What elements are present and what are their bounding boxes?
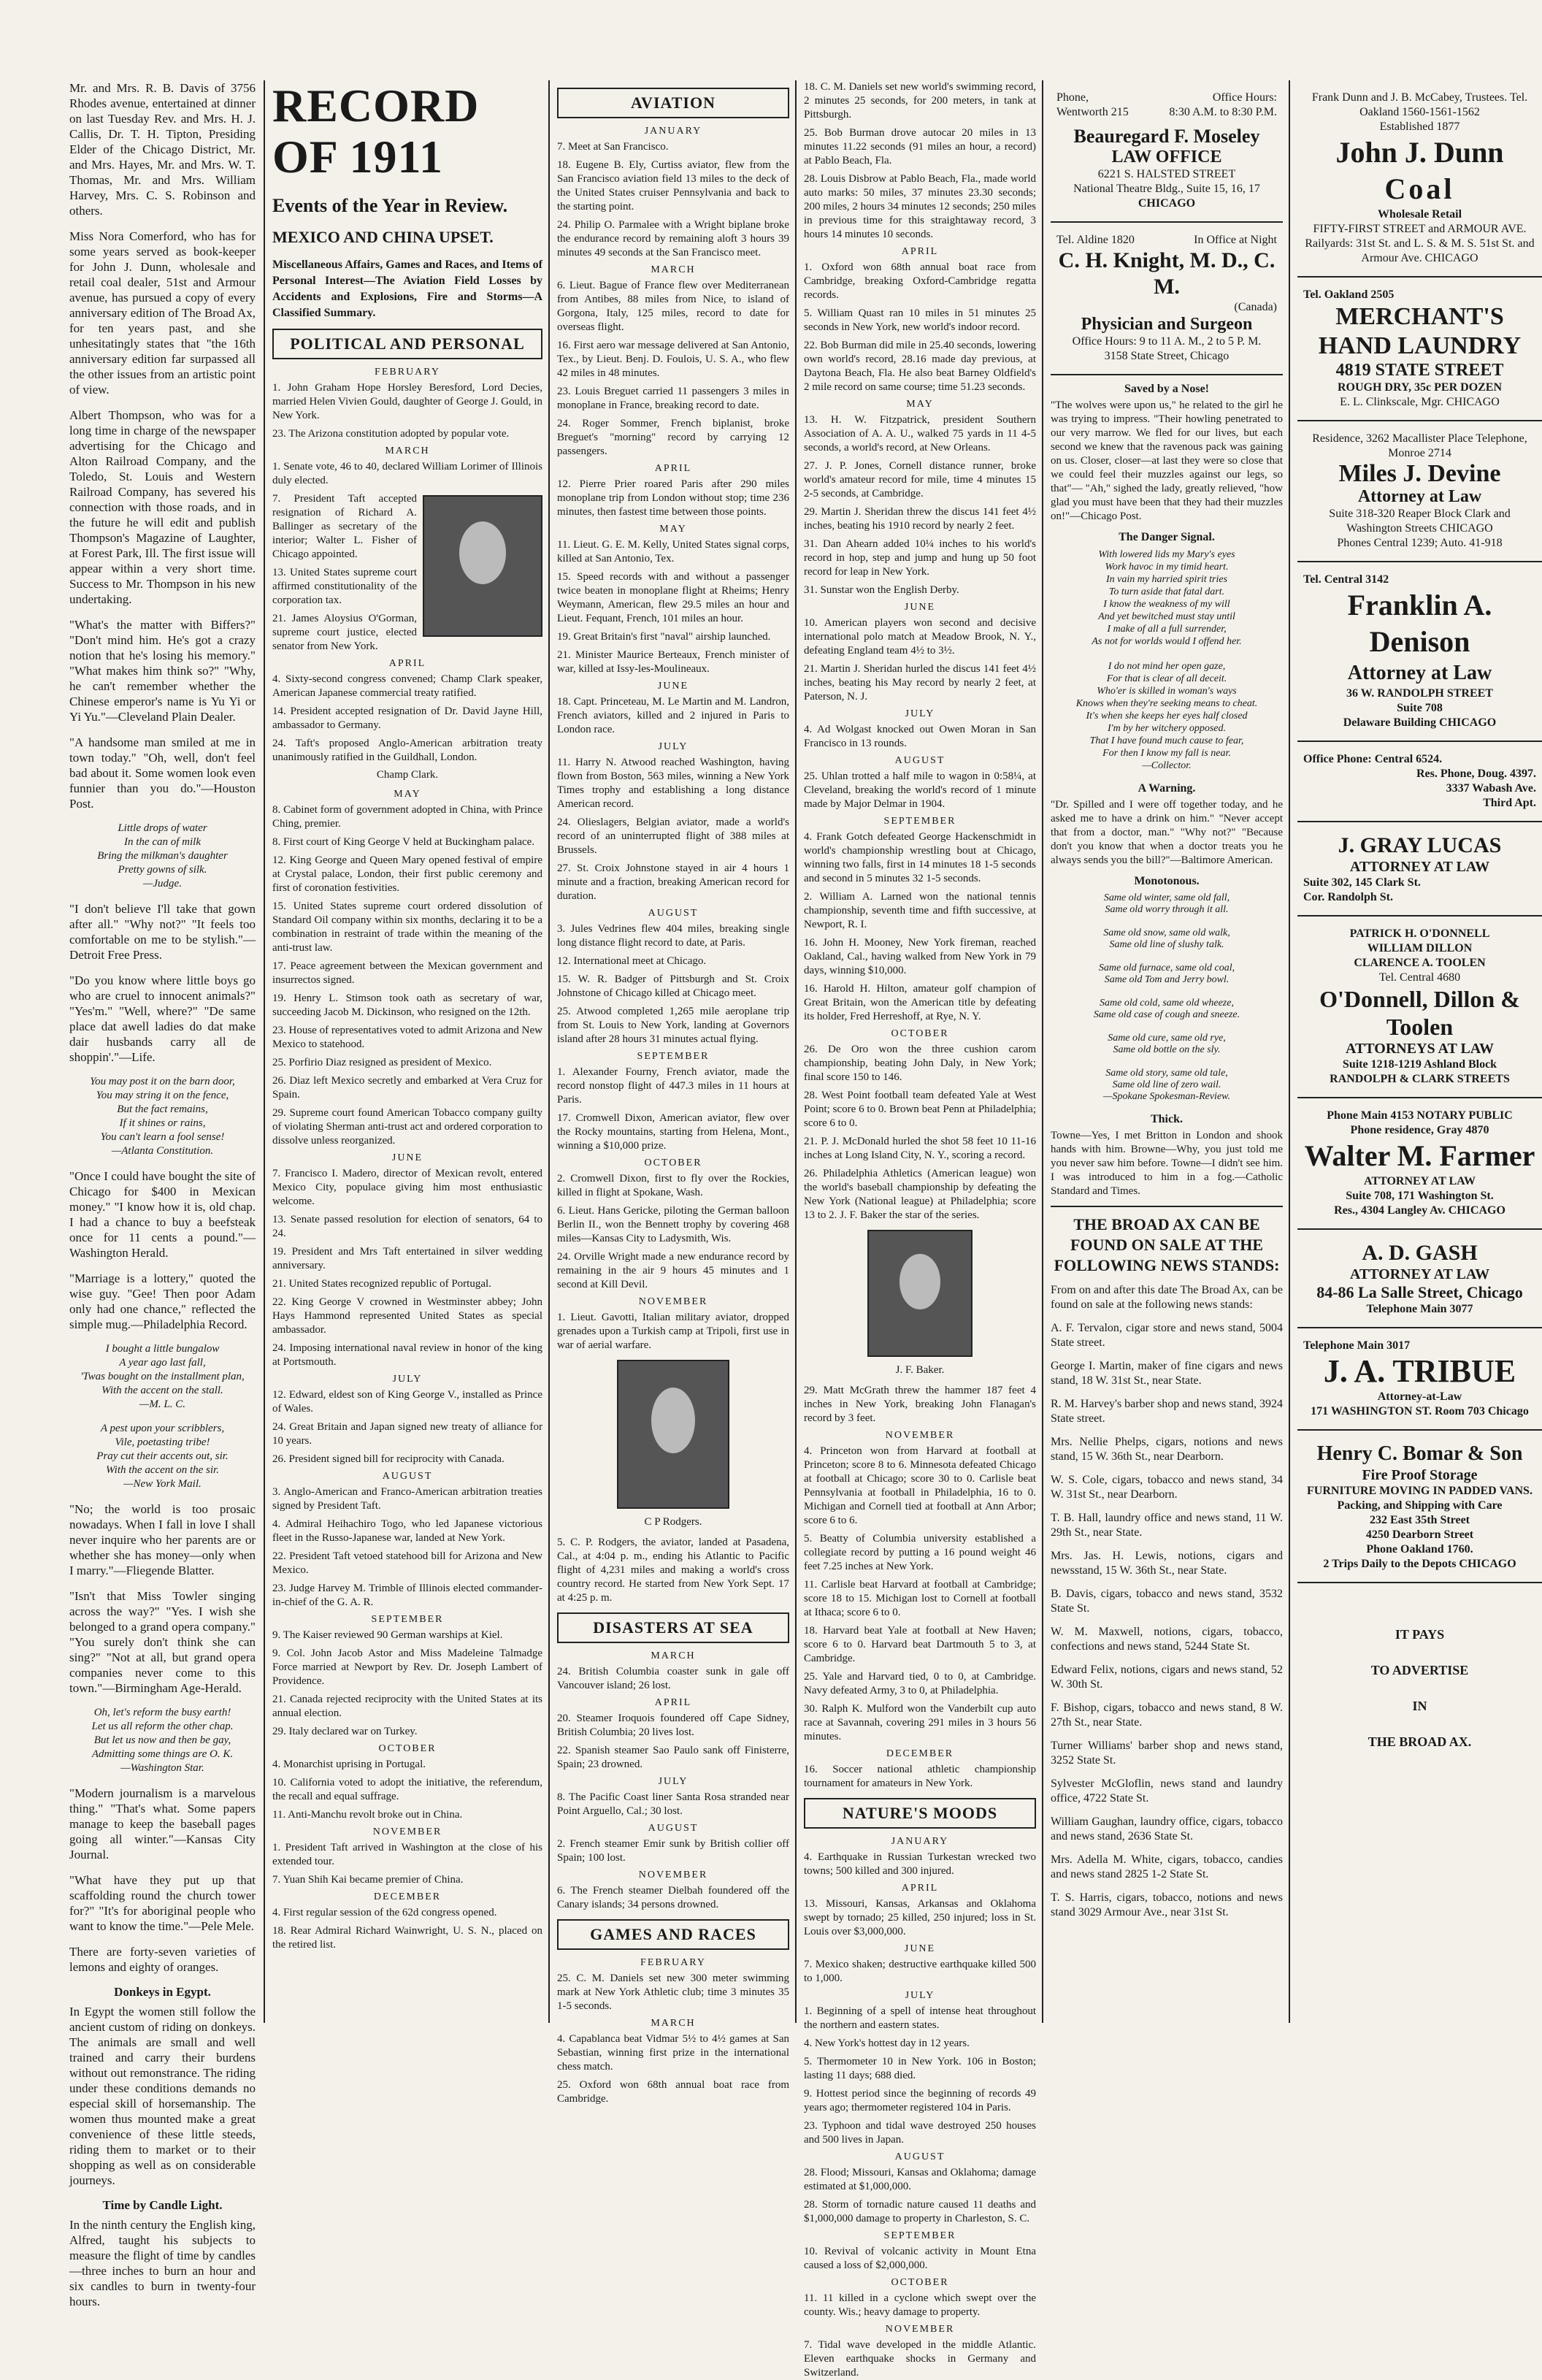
record-item: 26. President signed bill for reciprocity with Canada. <box>272 1453 505 1465</box>
ad-name: Walter M. Farmer <box>1304 1139 1535 1172</box>
record-item: 20. Steamer Iroquois foundered off Cape Sidney, British Columbia; 20 lives lost. <box>557 1713 789 1738</box>
record-item: 5. William Quast ran 10 miles in 51 minutes 25 seconds in New York, new world's indoor record. <box>804 307 1036 333</box>
section-aviation: AVIATION <box>557 88 789 118</box>
story-text: "Dr. Spilled and I were off together today, and he asked me to have a drink on him." "Never accept that from a doctor, man." "Why not?" "Because don't you know that when a doctor treats you he always sends you the bill?"—Baltimore American. <box>1051 799 1283 866</box>
paragraph: Albert Thompson, who was for a long time in charge of the newspaper advertising for the Chicago and Alton Railroad Company, and the Toledo, St. Louis and Western Railroad Company, has severed his connection with those roads, and in the future he will edit and publish Thompson's Magazine of Laughter, at Forest Park, Ill. The first issue will appear within a very short time. Success to Mr. Thompson in his new undertaking. <box>69 408 256 606</box>
record-item: 22. Spanish steamer Sao Paulo sank off Finisterre, Spain; 23 drowned. <box>557 1745 789 1770</box>
social-paragraphs <box>69 80 256 811</box>
ad-denison: Tel. Central 3142 Franklin A. Denison Attorney at Law 36 W. RANDOLPH STREET Suite 708 Delaware Building CHICAGO <box>1297 562 1542 742</box>
column-rule <box>264 80 265 2023</box>
record-item: 25. Porfirio Diaz resigned as president of Mexico. <box>272 1057 492 1068</box>
record-item: 29. Supreme court found American Tobacco company guilty of violating Sherman anti-trust act and ordered corporation to dissolve unless reorganized. <box>272 1107 542 1147</box>
record-item: 8. Cabinet form of government adopted in China, with Prince Ching, premier. <box>272 804 542 830</box>
ad-merchants-laundry: Tel. Oakland 2505 MERCHANT'S HAND LAUNDRY 4819 STATE STREET ROUGH DRY, 35c PER DOZEN E. L. Clinkscale, Mgr. CHICAGO <box>1297 278 1542 421</box>
ad-name: A. D. GASH <box>1362 1241 1478 1265</box>
record-item: 1. Beginning of a spell of intense heat throughout the northern and eastern states. <box>804 2005 1036 2031</box>
record-item: 7. President Taft accepted resignation of Richard A. Ballinger as secretary of the interior; Walter L. Fisher of Chicago appointed. <box>272 493 417 560</box>
news-stands-list <box>1051 1321 1283 1920</box>
record-item: 16. Soccer national athletic championship tournament for amateurs in New York. <box>804 1764 1036 1789</box>
record-item: 18. Eugene B. Ely, Curtiss aviator, flew from the San Francisco aviation field 13 miles to the deck of the United States cruiser Pennsylvania and back to the starting point. <box>557 159 789 213</box>
record-item: 21. James Aloysius O'Gorman, supreme court justice, elected senator from New York. <box>272 613 417 652</box>
record-item: 24. British Columbia coaster sunk in gale off Vancouver island; 26 lost. <box>557 1666 789 1691</box>
record-item: 15. Speed records with and without a passenger twice beaten in monoplane flight at Rheims; Henry Weymann, American, flew 29.5 miles an hour and Lieut. Fequant, French, 101 miles an hour. <box>557 571 789 624</box>
month-heading: JULY <box>658 1776 688 1787</box>
record-item: 26. Philadelphia Athletics (American league) won the world's baseball championship by defeating the New York (National league) at Philadelphia; score 13 to 2. J. F. Baker the star of the series. <box>804 1168 1036 1221</box>
column-rule <box>795 80 797 2023</box>
record-item: 9. The Kaiser reviewed 90 German warships at Kiel. <box>272 1629 503 1641</box>
record-item: 12. King George and Queen Mary opened festival of empire at Crystal palace, London, their first public ceremony and first of coronation festivities. <box>272 854 542 894</box>
ad-dunn-coal: Frank Dunn and J. B. McCabey, Trustees. Tel. Oakland 1560-1561-1562 Established 1877 John J. Dunn Coal Wholesale Retail FIFTY-FIRST STREET and ARMOUR AVE. Railyards: 31st St. and L. S. & M. S. 51st St. and Armour Ave. CHICAGO <box>1297 80 1542 278</box>
month-heading: JUNE <box>904 602 936 613</box>
advertise-line: IN <box>1412 1699 1427 1713</box>
ad-odonnell: PATRICK H. O'DONNELL WILLIAM DILLON CLARENCE A. TOOLEN Tel. Central 4680 O'Donnell, Dillon & Toolen ATTORNEYS AT LAW Suite 1218-1219 Ashland Block RANDOLPH & CLARK STREETS <box>1297 917 1542 1098</box>
paragraph: "No; the world is too prosaic nowadays. When I fall in love I shall never inquire who her parents are or whether she has money—only when I marry."—Fliegende Blatter. <box>69 1502 256 1577</box>
news-stand-entry: W. M. Maxwell, notions, cigars, tobacco, confections and news stand, 5244 State St. <box>1051 1626 1283 1653</box>
it-pays-to-advertise <box>1297 1627 1542 1750</box>
month-heading: AUGUST <box>382 1471 433 1482</box>
joke-paragraphs <box>69 901 256 1065</box>
news-stand-entry: B. Davis, cigars, tobacco and news stand, 3532 State St. <box>1051 1588 1283 1615</box>
record-item: 8. First court of King George V held at Buckingham palace. <box>272 836 535 848</box>
month-heading: JUNE <box>904 1943 936 1954</box>
joke-paragraphs-2 <box>69 1168 256 1332</box>
section-natures-moods: NATURE'S MOODS <box>804 1798 1036 1829</box>
record-subtitle: Events of the Year in Review. <box>272 195 508 216</box>
paragraph: "A handsome man smiled at me in town today." "Oh, well, don't feel bad about it. Some women look even funnier than you do."—Houston Post. <box>69 735 256 811</box>
paragraph: "Isn't that Miss Towler singing across the way?" "Yes. I wish she belonged to a grand opera company." "You surely don't think she can sing?" "Not at all, but grand opera companies never come to this town."—Birmingham Age-Herald. <box>69 1589 256 1695</box>
ad-tribue: Telephone Main 3017 J. A. TRIBUE Attorney-at-Law 171 WASHINGTON ST. Room 703 Chicago <box>1297 1328 1542 1431</box>
month-heading: MARCH <box>651 264 696 275</box>
column-1 <box>69 80 256 2308</box>
news-stands-intro: From on and after this date The Broad Ax, can be found on sale at the following news stands: <box>1051 1284 1283 1311</box>
record-item: 15. W. R. Badger of Pittsburgh and St. Croix Johnstone of Chicago killed at Chicago meet. <box>557 973 789 999</box>
ad-name: Franklin A. Denison <box>1347 589 1492 658</box>
story-text: Towne—Yes, I met Britton in London and shook hands with him. Browne—Why, you just told me you never saw him before. Towne—I didn't see him. I was introduced to him in a fog.—Catholic Standard and Times. <box>1051 1130 1283 1197</box>
paragraph: "I don't believe I'll take that gown after all." "Why not?" "It feels too comfortable on me to be stylish."—Detroit Free Press. <box>69 902 256 962</box>
record-item: 4. Admiral Heihachiro Togo, who led Japanese victorious fleet in the Russo-Japanese war, landed at New York. <box>272 1518 542 1544</box>
month-heading: MAY <box>906 399 934 410</box>
paragraph: There are forty-seven varieties of lemons and eighty of oranges. <box>69 1945 256 1974</box>
month-heading: SEPTEMBER <box>883 816 956 827</box>
month-heading: JULY <box>905 708 935 719</box>
record-item: 11. Harry N. Atwood reached Washington, having flown from Boston, 563 miles, winning a New York Times trophy and establishing a long distance American record. <box>557 757 789 810</box>
poem-reform: Oh, let's reform the busy earth! Let us all reform the other chap. But let us now and then be gay, Admitting some things are O. K. —Washington Star. <box>91 1707 234 1774</box>
donkeys-text: In Egypt the women still follow the ancient custom of riding on donkeys. The animals are small and well trained and carry their burdens without out remonstrance. The riding under these conditions demands no especial skill of horsemanship. The women thus mounted make a great convenience of these little steeds, riding them to market or to their shopping as well as on considerable journeys. <box>69 2005 256 2187</box>
record-item: 1. President Taft arrived in Washington at the close of his extended tour. <box>272 1842 542 1867</box>
record-item: 4. Princeton won from Harvard at football at Princeton; score 8 to 6. Minnesota defeated Chicago at football at Chicago; score 30 to 0. Carlisle beat Pennsylvania at football in Philadelphia, 16 to 0. Michigan and Cornell tied at football at Ann Arbor; score 6 to 6. <box>804 1445 1036 1526</box>
disaster-items <box>557 1650 789 1912</box>
record-item: 12. Pierre Prier roared Paris after 290 miles monoplane trip from London without stop; time 236 minutes, then fastest time between those points. <box>557 478 789 518</box>
record-item: 24. Philip O. Parmalee with a Wright biplane broke the endurance record by remaining aloft 3 hours 39 minutes 49 seconds at the San Francisco meet. <box>557 219 789 259</box>
record-item: 18. Harvard beat Yale at football at New Haven; score 6 to 0. Harvard beat Dartmouth 5 to 3, at Cambridge. <box>804 1625 1036 1664</box>
section-political-personal: POLITICAL AND PERSONAL <box>272 329 542 359</box>
news-stand-entry: Mrs. Adella M. White, cigars, tobacco, candies and news stand 2825 1-2 State St. <box>1051 1853 1283 1880</box>
poem-scribblers: A pest upon your scribblers, Vile, poetasting tribe! Pray cut their accents out, sir. With the accent on the sir. —New York Mail. <box>96 1423 229 1490</box>
month-heading: JULY <box>905 1990 935 2001</box>
ad-farmer: Phone Main 4153 NOTARY PUBLIC Phone residence, Gray 4870 Walter M. Farmer ATTORNEY AT LAW Suite 708, 171 Washington St. Res., 4304 Langley Av. CHICAGO <box>1297 1098 1542 1230</box>
record-item: 23. Louis Breguet carried 11 passengers 3 miles in monoplane in France, breaking record to date. <box>557 386 789 411</box>
record-item: 6. The French steamer Dielbah foundered off the Canary islands; 34 persons drowned. <box>557 1885 789 1910</box>
record-item: 16. First aero war message delivered at San Antonio, Tex., by Lieut. Benj. D. Foulois, U. S. A., who flew 42 miles in 48 minutes. <box>557 340 789 379</box>
month-heading: NOVEMBER <box>885 1430 955 1441</box>
advertise-line: TO ADVERTISE <box>1370 1663 1469 1677</box>
baker-photo <box>867 1230 973 1357</box>
record-item: 10. California voted to adopt the initiative, the referendum, the recall and equal suffrage. <box>272 1777 542 1802</box>
record-item: 25. C. M. Daniels set new 300 meter swimming mark at New York Athletic club; time 3 minutes 35 1-5 seconds. <box>557 1973 789 2012</box>
photo-caption: C P Rodgers. <box>644 1516 702 1528</box>
sports-items <box>804 80 1036 1791</box>
ad-name: C. H. Knight, M. D., C. M. <box>1058 248 1276 299</box>
column-rule <box>1042 80 1043 2023</box>
record-item: 29. Matt McGrath threw the hammer 187 feet 4 inches in New York, breaking John Flanagan's record by 3 feet. <box>804 1385 1036 1424</box>
news-stand-entry: T. S. Harris, cigars, tobacco, notions and news stand 3029 Armour Ave., near 31st St. <box>1051 1891 1283 1918</box>
month-heading: OCTOBER <box>891 1028 949 1039</box>
story-heading: Thick. <box>1150 1113 1183 1125</box>
record-item: 2. Cromwell Dixon, first to fly over the Rockies, killed in flight at Spokane, Wash. <box>557 1173 789 1198</box>
record-item: 29. Italy declared war on Turkey. <box>272 1726 418 1737</box>
record-item: 23. The Arizona constitution adopted by popular vote. <box>272 428 510 440</box>
political-items-2 <box>272 492 542 1952</box>
ad-bomar: Henry C. Bomar & Son Fire Proof Storage FURNITURE MOVING IN PADDED VANS. Packing, and Shipping with Care 232 East 35th Street 4250 Dearborn Street Phone Oakland 1760. 2 Trips Daily to the Depots CHICAGO <box>1297 1431 1542 1583</box>
record-item: 19. President and Mrs Taft entertained in silver wedding anniversary. <box>272 1246 542 1271</box>
record-item: 9. Hottest period since the beginning of records 49 years ago; thermometer registered 104 in Paris. <box>804 2088 1036 2113</box>
record-item: 9. Col. John Jacob Astor and Miss Madeleine Talmadge Force married at Newport by Rev. Dr. Joseph Lambert of Providence. <box>272 1648 542 1687</box>
news-stand-entry: William Gaughan, laundry office, cigars, tobacco and news stand, 2636 State St. <box>1051 1815 1283 1843</box>
column-5 <box>1051 80 1283 2023</box>
candle-text: In the ninth century the English king, Alfred, taught his subjects to measure the flight of time by candles—three inches to burn an hour and six candles to burn in twenty-four hours. <box>69 2218 256 2308</box>
record-item: 14. President accepted resignation of Dr. David Jayne Hill, ambassador to Germany. <box>272 705 542 731</box>
record-item: 22. King George V crowned in Westminster abbey; John Hays Hammond represented United States as special ambassador. <box>272 1296 542 1336</box>
section-games: GAMES AND RACES <box>557 1919 789 1950</box>
photo-caption: Champ Clark. <box>376 769 439 781</box>
record-item: 13. Missouri, Kansas, Arkansas and Oklahoma swept by tornado; 25 killed, 250 injured; loss in St. Louis over $3,000,000. <box>804 1898 1036 1937</box>
record-item: 4. Ad Wolgast knocked out Owen Moran in San Francisco in 13 rounds. <box>804 724 1036 749</box>
record-item: 19. Henry L. Stimson took oath as secretary of war, succeeding Jacob M. Dickinson, who resigned on the 12th. <box>272 992 542 1018</box>
month-heading: SEPTEMBER <box>883 2230 956 2241</box>
month-heading: AUGUST <box>894 2151 945 2162</box>
month-heading: SEPTEMBER <box>637 1051 710 1062</box>
record-item: 25. Oxford won 68th annual boat race from Cambridge. <box>557 2079 789 2105</box>
month-heading: NOVEMBER <box>372 1826 442 1837</box>
news-stand-entry: George I. Martin, maker of fine cigars and news stand, 18 W. 31st St., near State. <box>1051 1360 1283 1387</box>
record-item: 31. Sunstar won the English Derby. <box>804 584 959 596</box>
column-3 <box>557 80 789 2105</box>
news-stand-entry: Sylvester McGloflin, news stand and laundry office, 4722 State St. <box>1051 1778 1283 1805</box>
month-heading: MAY <box>394 789 421 800</box>
news-stand-entry: T. B. Hall, laundry office and news stand, 11 W. 29th St., near State. <box>1051 1512 1283 1539</box>
record-item: 6. Lieut. Hans Gericke, piloting the German balloon Berlin II., won the Bennett trophy by covering 468 miles—Kansas City to Ladysmith, Wis. <box>557 1205 789 1244</box>
column-4 <box>804 80 1036 2379</box>
month-heading: JULY <box>392 1374 423 1385</box>
candle-heading: Time by Candle Light. <box>102 2198 223 2212</box>
record-item: 16. Harold H. Hilton, amateur golf champion of Great Britain, won the American title by defeating its holder, Fred Herreshoff, at Rye, N. Y. <box>804 983 1036 1022</box>
paragraph: "Do you know where little boys go who are cruel to innocent animals?" "Yes'm." "Well, where?" "De same place dat awell ladies do dat make dair husbands carry all de shoppin'."—Life. <box>69 973 256 1064</box>
month-heading: OCTOBER <box>644 1158 702 1168</box>
month-heading: APRIL <box>388 658 426 669</box>
month-heading: DECEMBER <box>886 1748 954 1759</box>
ad-name: J. GRAY LUCAS <box>1338 833 1502 857</box>
record-item: 10. Revival of volcanic activity in Mount Etna caused a loss of $2,000,000. <box>804 2246 1036 2271</box>
record-item: 4. Monarchist uprising in Portugal. <box>272 1759 426 1770</box>
record-item: 15. United States supreme court ordered dissolution of Standard Oil company within six months, declaring it to be a combination in restraint of trade within the meaning of the anti-trust law. <box>272 900 542 954</box>
record-item: 11. Lieut. G. E. M. Kelly, United States signal corps, killed at San Antonio, Tex. <box>557 539 789 565</box>
poem-text: With lowered lids my Mary's eyes Work havoc in my timid heart. In vain my harried spirit tries To turn aside that fatal dart. I know the weakness of my will And yet bewitched must stay until I make of all a full surrender, As not for worlds would I offend her. I do not mind her open gaze, For that is clear of all deceit. Who'er is skilled in woman's ways Knows when they're seeking means to cheat. It's when she keeps her eyes half closed I'm by her witchery opposed. That I have found much cause to fear, For then I know my fall is near. —Collector. <box>1075 549 1258 771</box>
record-deck: Miscellaneous Affairs, Games and Races, and Items of Personal Interest—The Aviation Field Losses by Accidents and Explosions, Fire and Storms—A Classified Summary. <box>272 259 542 319</box>
record-item: 22. Bob Burman did mile in 25.40 seconds, lowering own world's record, 28.16 made day previous, at Daytona Beach, Fla. He also beat Barney Oldfield's 2 mile record on same course; time 51.23 seconds. <box>804 340 1036 393</box>
record-item: 18. Capt. Princeteau, M. Le Martin and M. Landron, French aviators, killed and 2 injured in Paris to London race. <box>557 696 789 735</box>
month-heading: JANUARY <box>891 1836 949 1847</box>
paragraph: Miss Nora Comerford, who has for some years served as book-keeper for John J. Dunn, wholesale and retail coal dealer, 51st and Armour avenue, has pursued a copy of every anniversary edition of The Broad Ax, for ten years past, and she unhesitatingly states that "the 16th anniversary edition far surpassed all the other issues from an artistic point of view. <box>69 229 256 397</box>
month-heading: NOVEMBER <box>638 1870 708 1880</box>
record-item: 7. Meet at San Francisco. <box>557 141 669 153</box>
news-stand-entry: Edward Felix, notions, cigars and news stand, 52 W. 30th St. <box>1051 1664 1283 1691</box>
record-item: 3. Jules Vedrines flew 404 miles, breaking single long distance flight record to date, at Paris. <box>557 923 789 949</box>
record-item: 24. Orville Wright made a new endurance record by remaining in the air 9 hours 45 minutes and 1 second at Kill Devil. <box>557 1251 789 1290</box>
record-item: 19. Great Britain's first "naval" airship launched. <box>557 631 771 643</box>
record-item: 24. Olieslagers, Belgian aviator, made a world's record of an uninterrupted flight of 388 miles at Brussels. <box>557 816 789 856</box>
record-item: 30. Ralph K. Mulford won the Vanderbilt cup auto race at Savannah, covering 291 miles in 3 hours 56 minutes. <box>804 1703 1036 1742</box>
joke-paragraphs-4 <box>69 1786 256 1975</box>
record-item: 11. Carlisle beat Harvard at football at Cambridge; score 18 to 15. Michigan lost to Cornell at football at Ithaca; score 6 to 0. <box>804 1579 1036 1618</box>
nature-items <box>804 1836 1036 2380</box>
record-item: 28. West Point football team defeated Yale at West Point; score 6 to 0. Brown beat Penn at Philadelphia; score 6 to 0. <box>804 1090 1036 1129</box>
month-heading: MAY <box>659 524 687 535</box>
record-item: 21. Canada rejected reciprocity with the United States at its annual election. <box>272 1694 542 1719</box>
record-item: 4. Earthquake in Russian Turkestan wrecked two towns; 500 killed and 300 injured. <box>804 1851 1036 1877</box>
month-heading: JANUARY <box>644 126 702 137</box>
champ-clark-photo <box>423 495 542 637</box>
ad-name: MERCHANT'S HAND LAUNDRY <box>1318 303 1522 359</box>
month-heading: OCTOBER <box>378 1743 437 1754</box>
aviation-items <box>557 126 789 1605</box>
record-item: 17. Cromwell Dixon, American aviator, flew over the Rocky mountains, starting from Helena, Mont., winning a $10,000 prize. <box>557 1112 789 1152</box>
record-item: 28. Louis Disbrow at Pablo Beach, Fla., made world auto marks: 50 miles, 37 minutes 23.30 seconds; 200 miles, 2 hours 34 minutes 12 seconds; 250 miles in previous time for this straightaway record, 3 hours 14 minutes 10 seconds. <box>804 173 1036 240</box>
record-item: 27. J. P. Jones, Cornell distance runner, broke world's amateur record for mile, time 4 minutes 15 2-5 seconds, at Cambridge. <box>804 460 1036 500</box>
news-stands-notice: THE BROAD AX CAN BE FOUND ON SALE AT THE FOLLOWING NEWS STANDS: <box>1054 1215 1280 1274</box>
month-heading: APRIL <box>654 463 692 474</box>
record-item: 13. United States supreme court affirmed constitutionality of the corporation tax. <box>272 567 417 606</box>
paragraph: Mr. and Mrs. R. B. Davis of 3756 Rhodes avenue, entertained at dinner on last Tuesday Rev. and Mrs. H. J. Callis, Dr. T. H. Tipton, Presiding Elder of the Chicago District, Mr. and Mrs. Hayes, Mr. and Mrs. W. T. Thomas, Mr. and Mrs. William Harvey, Mrs. C. S. Robinson and others. <box>69 81 256 218</box>
record-item: 23. Typhoon and tidal wave destroyed 250 houses and 500 lives in Japan. <box>804 2120 1036 2146</box>
month-heading: APRIL <box>654 1697 692 1708</box>
month-heading: NOVEMBER <box>885 2324 955 2335</box>
record-item: 10. American players won second and decisive international polo match at Meadow Brook, N. Y., defeating England team 4½ to 3½. <box>804 617 1036 657</box>
month-heading: MARCH <box>385 445 430 456</box>
record-item: 25. Uhlan trotted a half mile to wagon in 0:58¼, at Cleveland, breaking the world's record of 1 minute made by Major Delmar in 1904. <box>804 770 1036 810</box>
record-item: 25. Yale and Harvard tied, 0 to 0, at Cambridge. Navy defeated Army, 3 to 0, at Philadelphia. <box>804 1671 1036 1696</box>
record-item: 28. Flood; Missouri, Kansas and Oklahoma; damage estimated at $1,000,000. <box>804 2167 1036 2192</box>
record-item: 27. St. Croix Johnstone stayed in air 4 hours 1 minute and a fraction, breaking American record for duration. <box>557 862 789 902</box>
rodgers-photo <box>617 1360 729 1509</box>
record-item: 23. House of representatives voted to admit Arizona and New Mexico to statehood. <box>272 1025 542 1050</box>
ad-name: Beauregard F. Moseley <box>1073 126 1260 147</box>
record-item: 8. The Pacific Coast liner Santa Rosa stranded near Point Arguello, Cal.; 30 lost. <box>557 1791 789 1817</box>
record-item: 4. Sixty-second congress convened; Champ Clark speaker, American Japanese commercial treaty ratified. <box>272 673 542 699</box>
month-heading: APRIL <box>901 246 939 257</box>
month-heading: NOVEMBER <box>638 1296 708 1307</box>
record-item: 26. Diaz left Mexico secretly and embarked at Vera Cruz for Spain. <box>272 1075 542 1101</box>
record-item: 12. Edward, eldest son of King George V., installed as Prince of Wales. <box>272 1389 542 1415</box>
story-heading: A Warning. <box>1138 782 1196 795</box>
record-item: 5. Thermometer 10 in New York. 106 in Boston; lasting 11 days; 688 died. <box>804 2056 1036 2081</box>
record-item: 1. John Graham Hope Horsley Beresford, Lord Decies, married Helen Vivien Gould, daughter of George J. Gould, in New York. <box>272 382 542 421</box>
month-heading: OCTOBER <box>891 2277 949 2288</box>
record-item: 4. New York's hottest day in 12 years. <box>804 2037 970 2049</box>
month-heading: APRIL <box>901 1883 939 1894</box>
paragraph: "What's the matter with Biffers?" "Don't mind him. He's got a crazy notion that he's losing his memory." "What makes him think so?" "Why, he can't remember whether the Chinese emperor's name is Yu Yi or Yi Yu."—Cleveland Plain Dealer. <box>69 618 256 724</box>
record-item: 2. French steamer Emir sunk by British collier off Spain; 100 lost. <box>557 1838 789 1864</box>
record-item: 21. United States recognized republic of Portugal. <box>272 1278 491 1290</box>
advertise-line: IT PAYS <box>1395 1627 1445 1642</box>
month-heading: SEPTEMBER <box>371 1614 444 1625</box>
poem-milk: Little drops of water In the can of milk Bring the milkman's daughter Pretty gowns of silk. —Judge. <box>97 822 228 889</box>
record-item: 29. Martin J. Sheridan threw the discus 141 feet 4½ inches, beating his 1910 record by nearly 2 feet. <box>804 506 1036 532</box>
record-item: 13. H. W. Fitzpatrick, president Southern Association of A. A. U., walked 75 yards in 11 4-5 seconds, a world's record, at New Orleans. <box>804 414 1036 454</box>
month-heading: JUNE <box>391 1152 423 1163</box>
ad-name: J. A. TRIBUE <box>1323 1353 1516 1389</box>
ad-office-phone: Office Phone: Central 6524. Res. Phone, Doug. 4397. 3337 Wabash Ave. Third Apt. <box>1297 742 1542 822</box>
column-2 <box>272 80 542 2023</box>
month-heading: AUGUST <box>648 908 699 919</box>
record-subtitle-2: MEXICO AND CHINA UPSET. <box>272 228 494 246</box>
record-item: 21. Minister Maurice Berteaux, French minister of war, killed at Issy-les-Moulineaux. <box>557 649 789 675</box>
poem-fool-sense: You may post it on the barn door, You may string it on the fence, But the fact remains, If it shines or rains, You can't learn a fool sense! —Atlanta Constitution. <box>90 1076 235 1157</box>
record-item: 18. C. M. Daniels set new world's swimming record, 2 minutes 25 seconds, for 200 meters, in tank at Pittsburgh. <box>804 81 1036 120</box>
record-item: 28. Storm of tornadic nature caused 11 deaths and $1,000,000 damage to property in Charleston, S. C. <box>804 2199 1036 2224</box>
ad-name: O'Donnell, Dillon & Toolen <box>1319 986 1520 1040</box>
month-heading: AUGUST <box>648 1823 699 1834</box>
record-title: RECORD OF 1911 <box>272 80 480 183</box>
news-stand-entry: Turner Williams' barber shop and news stand, 3252 State St. <box>1051 1740 1283 1767</box>
record-item: 1. Oxford won 68th annual boat race from Cambridge, breaking Oxford-Cambridge regatta records. <box>804 261 1036 301</box>
political-items <box>272 367 542 488</box>
news-stand-entry: Mrs. Nellie Phelps, cigars, notions and news stand, 15 W. 36th St., near Dearborn. <box>1051 1436 1283 1463</box>
record-item: 1. Senate vote, 46 to 40, declared William Lorimer of Illinois duly elected. <box>272 461 542 486</box>
record-item: 2. William A. Larned won the national tennis championship, seventh time and fifth successive, at Newport, R. I. <box>804 891 1036 930</box>
record-item: 12. International meet at Chicago. <box>557 955 707 967</box>
record-item: 5. C. P. Rodgers, the aviator, landed at Pasadena, Cal., at 4:04 p. m., ending his Atlantic to Pacific flight of 4,231 miles and making a world's cross country record. He started from New York Sept. 17 at 4:25 p. m. <box>557 1537 789 1604</box>
photo-caption: J. F. Baker. <box>895 1364 945 1376</box>
poem-heading: Monotonous. <box>1134 875 1200 887</box>
record-item: 25. Atwood completed 1,265 mile aeroplane trip from St. Louis to New York, landing at Governors island after 28 hours 31 minutes actual flying. <box>557 1006 789 1045</box>
poem-bungalow: I bought a little bungalow A year ago last fall, 'Twas bought on the installment plan, With the accent on the stall. —M. L. C. <box>80 1343 245 1410</box>
record-item: 6. Lieut. Bague of France flew over Mediterranean from Antibes, 88 miles from Nice, to island of Gorgona, Italy, 125 miles, record to date for overseas flight. <box>557 280 789 333</box>
ad-name: Miles J. Devine <box>1338 460 1501 487</box>
news-stand-entry: R. M. Harvey's barber shop and news stand, 3924 State street. <box>1051 1398 1283 1425</box>
record-item: 1. Alexander Fourny, French aviator, made the record nonstop flight of 447.3 miles in 11 hours at Paris. <box>557 1066 789 1106</box>
paragraph: "Modern journalism is a marvelous thing." "That's what. Some papers manage to keep the baseball pages going all winter."—Kansas City Journal. <box>69 1786 256 1861</box>
record-item: 31. Dan Ahearn added 10¼ inches to his world's record in hop, step and jump and hung up 50 foot record for leap in New York. <box>804 538 1036 578</box>
record-item: 7. Mexico shaken; destructive earthquake killed 500 to 1,000. <box>804 1959 1036 1984</box>
record-item: 21. Martin J. Sheridan hurled the discus 141 feet 4½ inches, beating his May record by nearly 2 feet, at Paterson, N. J. <box>804 663 1036 703</box>
ad-gash: A. D. GASH ATTORNEY AT LAW 84-86 La Salle Street, Chicago Telephone Main 3077 <box>1297 1230 1542 1328</box>
record-item: 24. Roger Sommer, French biplanist, broke Breguet's "morning" record by carrying 12 passengers. <box>557 418 789 457</box>
story-text: "The wolves were upon us," he related to the girl he was trying to impress. "Their howling penetrated to our very marrow. We fled for our lives, but each second we knew that the ravenous pack was gaining on us. Closer, closer—at last they were so close that we could feel their muzzles against our legs, so that"— "Ah," sighed the lady, greatly relieved, "how glad you must have been that they had their muzzles on!"—Chicago Post. <box>1051 399 1283 522</box>
record-item: 22. President Taft vetoed statehood bill for Arizona and New Mexico. <box>272 1550 542 1576</box>
ad-knight: Tel. Aldine 1820 In Office at Night C. H. Knight, M. D., C. M. (Canada) Physician and Surgeon Office Hours: 9 to 11 A. M., 2 to 5 P. M. 3158 State Street, Chicago <box>1051 223 1283 375</box>
poem-heading: The Danger Signal. <box>1119 531 1215 543</box>
games-items <box>557 1957 789 2106</box>
ad-lucas: J. GRAY LUCAS ATTORNEY AT LAW Suite 302, 145 Clark St. Cor. Randolph St. <box>1297 822 1542 917</box>
ad-name: Henry C. Bomar & Son <box>1316 1442 1523 1465</box>
month-heading: JUNE <box>657 681 689 692</box>
record-item: 18. Rear Admiral Richard Wainwright, U. S. N., placed on the retired list. <box>272 1925 542 1951</box>
month-heading: MARCH <box>651 2018 696 2029</box>
ad-name: John J. Dunn <box>1335 136 1504 169</box>
paragraph: "Once I could have bought the site of Chicago for $400 in Mexican money." "I know how it is, old chap. I had a chance to buy a beefsteak once for 11 cents a pound."—Washington Herald. <box>69 1169 256 1260</box>
news-stand-entry: W. S. Cole, cigars, tobacco and news stand, 34 W. 31st St., near Dearborn. <box>1051 1474 1283 1501</box>
joke-paragraphs-3 <box>69 1501 256 1696</box>
record-item: 16. John H. Mooney, New York fireman, reached Oakland, Cal., having walked from New York in 79 days, winning $10,000. <box>804 937 1036 976</box>
newspaper-page <box>69 80 1536 2379</box>
advertise-line: THE BROAD AX. <box>1368 1734 1472 1749</box>
record-item: 5. Beatty of Columbia university established a collegiate record by putting a 16 pound weight 46 feet 7.25 inches at New York. <box>804 1533 1036 1572</box>
record-item: 7. Yuan Shih Kai became premier of China. <box>272 1874 464 1886</box>
ad-devine: Residence, 3262 Macallister Place Telephone, Monroe 2714 Miles J. Devine Attorney at Law Suite 318-320 Reaper Block Clark and Washington Streets CHICAGO Phones Central 1239; Auto. 41-918 <box>1297 421 1542 562</box>
record-item: 4. First regular session of the 62d congress opened. <box>272 1907 497 1918</box>
record-item: 13. Senate passed resolution for election of senators, 64 to 24. <box>272 1214 542 1239</box>
story-heading: Saved by a Nose! <box>1124 383 1209 395</box>
record-item: 7. Tidal wave developed in the middle Atlantic. Eleven earthquake shocks in Germany and Switzerland. <box>804 2339 1036 2379</box>
record-item: 24. Imposing international naval review in honor of the king at Portsmouth. <box>272 1342 542 1368</box>
month-heading: MARCH <box>651 1650 696 1661</box>
record-item: 4. Capablanca beat Vidmar 5½ to 4½ games at San Sebastian, winning first prize in the international chess match. <box>557 2033 789 2073</box>
section-disasters: DISASTERS AT SEA <box>557 1612 789 1643</box>
record-item: 26. De Oro won the three cushion carom championship, beating John Daly, in New York; final score 150 to 146. <box>804 1044 1036 1083</box>
news-stand-entry: A. F. Tervalon, cigar store and news stand, 5004 State street. <box>1051 1322 1283 1349</box>
ad-moseley: Phone, Office Hours: Wentworth 215 8:30 A.M. to 8:30 P.M. Beauregard F. Moseley LAW OFFICE 6221 S. HALSTED STREET National Theatre Bldg., Suite 15, 16, 17 CHICAGO <box>1051 80 1283 223</box>
record-item: 11. Anti-Manchu revolt broke out in China. <box>272 1809 463 1821</box>
record-item: 11. 11 killed in a cyclone which swept over the county. Wis.; heavy damage to property. <box>804 2292 1036 2318</box>
column-rule <box>548 80 550 2023</box>
donkeys-heading: Donkeys in Egypt. <box>114 1985 211 1999</box>
record-item: 7. Francisco I. Madero, director of Mexican revolt, entered Mexico City, populace giving him most enthusiastic welcome. <box>272 1168 542 1207</box>
paragraph: "What have they put up that scaffolding round the church tower for?" "It's for aboriginal people who want to know the time."—Pele Mele. <box>69 1873 256 1933</box>
news-stand-entry: Mrs. Jas. H. Lewis, notions, cigars and newsstand, 15 W. 36th St., near State. <box>1051 1550 1283 1577</box>
month-heading: FEBRUARY <box>640 1957 706 1968</box>
column-6 <box>1297 80 1542 2023</box>
column-rule <box>1289 80 1290 2023</box>
record-item: 25. Bob Burman drove autocar 20 miles in 13 minutes 11.22 seconds (91 miles an hour, a record) at Pablo Beach, Fla. <box>804 127 1036 167</box>
record-item: 23. Judge Harvey M. Trimble of Illinois elected commander-in-chief of the G. A. R. <box>272 1583 542 1608</box>
month-heading: JULY <box>658 741 688 752</box>
poem-text: Same old winter, same old fall, Same old worry through it all. Same old snow, same old walk, Same old line of slushy talk. Same old furnace, same old coal, Same old Tom and Jerry bowl. Same old cold, same old wheeze, Same old case of cough and sneeze. Same old cure, same old rye, Same old bottle on the sly. Same old story, same old tale, Same old line of zero wail. —Spokane Spokesman-Review. <box>1093 892 1240 1102</box>
record-item: 1. Lieut. Gavotti, Italian military aviator, dropped grenades upon a Turkish camp at Tripoli, first use in war of aerial warfare. <box>557 1312 789 1351</box>
record-item: 3. Anglo-American and Franco-American arbitration treaties signed by President Taft. <box>272 1486 542 1512</box>
paragraph: "Marriage is a lottery," quoted the wise guy. "Gee! Then poor Adam only had one chance," reflected the simple mug.—Philadelphia Record. <box>69 1271 256 1331</box>
record-item: 17. Peace agreement between the Mexican government and insurrectos signed. <box>272 960 542 986</box>
record-item: 24. Taft's proposed Anglo-American arbitration treaty unanimously ratified in the Guildhall, London. <box>272 738 542 763</box>
record-item: 21. P. J. McDonald hurled the shot 58 feet 10 11-16 inches at Long Island City, N. Y., scoring a record. <box>804 1136 1036 1161</box>
record-item: 4. Frank Gotch defeated George Hackenschmidt in world's championship wrestling bout at Chicago, winning two falls, first in 14 minutes 18 1-5 seconds and second in 5 minutes 32 1-5 seconds. <box>804 831 1036 884</box>
month-heading: DECEMBER <box>373 1891 442 1902</box>
record-item: 24. Great Britain and Japan signed new treaty of alliance for 10 years. <box>272 1421 542 1447</box>
news-stand-entry: F. Bishop, cigars, tobacco and news stand, 8 W. 27th St., near State. <box>1051 1702 1283 1729</box>
month-heading: AUGUST <box>894 755 945 766</box>
month-heading: FEBRUARY <box>375 367 440 378</box>
